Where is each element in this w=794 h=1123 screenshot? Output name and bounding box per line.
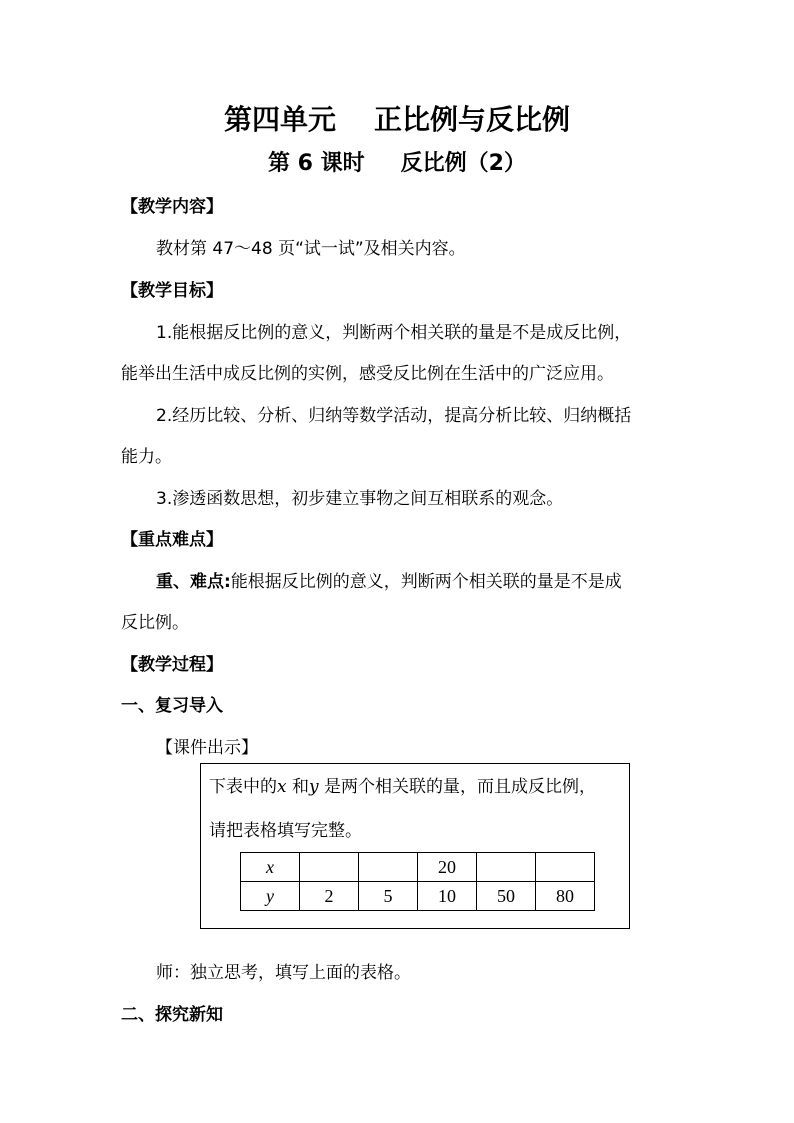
key-points-text: 能根据反比例的意义，判断两个相关联的量是不是成 (230, 572, 622, 592)
goal-3: 3.渗透函数思想，初步建立事物之间互相联系的观念。 (156, 489, 564, 509)
table-cell: 5 (359, 882, 418, 911)
key-points-label: 重、难点: (156, 572, 231, 592)
lesson-number: 第 6 课时 (268, 151, 365, 176)
step-1-heading: 一、复习导入 (121, 696, 223, 716)
prompt-and: 和 (286, 777, 309, 797)
goal-1-line-2: 能举出生活中成反比例的实例，感受反比例在生活中的广泛应用。 (121, 364, 614, 384)
table-row-x (241, 853, 595, 882)
table-cell: x (241, 853, 300, 882)
prompt-suffix: 是两个相关联的量，而且成反比例， (318, 777, 597, 797)
section-heading-goals: 【教学目标】 (121, 281, 223, 301)
table-cell (300, 853, 359, 882)
table-row-y (241, 882, 595, 911)
lesson-name: 反比例（2） (400, 151, 526, 176)
content-text: 教材第 47～48 页“试一试”及相关内容。 (156, 239, 466, 259)
table-cell: 10 (418, 882, 477, 911)
key-points-line-1 (156, 567, 622, 592)
table-cell: 50 (477, 882, 536, 911)
table-cell: 80 (536, 882, 595, 911)
goal-2-line-1: 2.经历比较、分析、归纳等数学活动，提高分析比较、归纳概括 (156, 406, 632, 426)
unit-subtitle: 正比例与反比例 (374, 103, 571, 136)
unit-title (0, 98, 794, 138)
var-x: x (277, 777, 287, 797)
goal-1-line-1: 1.能根据反比例的意义，判断两个相关联的量是不是成反比例， (156, 323, 632, 343)
exercise-prompt-line-2: 请把表格填写完整。 (209, 821, 362, 841)
table-cell: 2 (300, 882, 359, 911)
xy-table (240, 852, 595, 911)
section-heading-content: 【教学内容】 (121, 197, 223, 217)
table-cell (359, 853, 418, 882)
lesson-title (0, 146, 794, 177)
key-points-line-2: 反比例。 (121, 613, 189, 633)
section-heading-process: 【教学过程】 (121, 655, 223, 675)
section-heading-key-points: 【重点难点】 (121, 530, 223, 550)
exercise-prompt-line-1 (209, 772, 596, 797)
var-y: y (309, 777, 319, 797)
step-2-heading: 二、探究新知 (121, 1005, 223, 1025)
table-cell (477, 853, 536, 882)
table-cell: 20 (418, 853, 477, 882)
table-cell (536, 853, 595, 882)
teacher-instruction: 师：独立思考，填写上面的表格。 (156, 963, 411, 983)
prompt-prefix: 下表中的 (209, 777, 277, 797)
courseware-label: 【课件出示】 (156, 738, 258, 758)
unit-number: 第四单元 (223, 103, 336, 136)
exercise-box (200, 763, 630, 929)
goal-2-line-2: 能力。 (121, 447, 172, 467)
table-cell: y (241, 882, 300, 911)
